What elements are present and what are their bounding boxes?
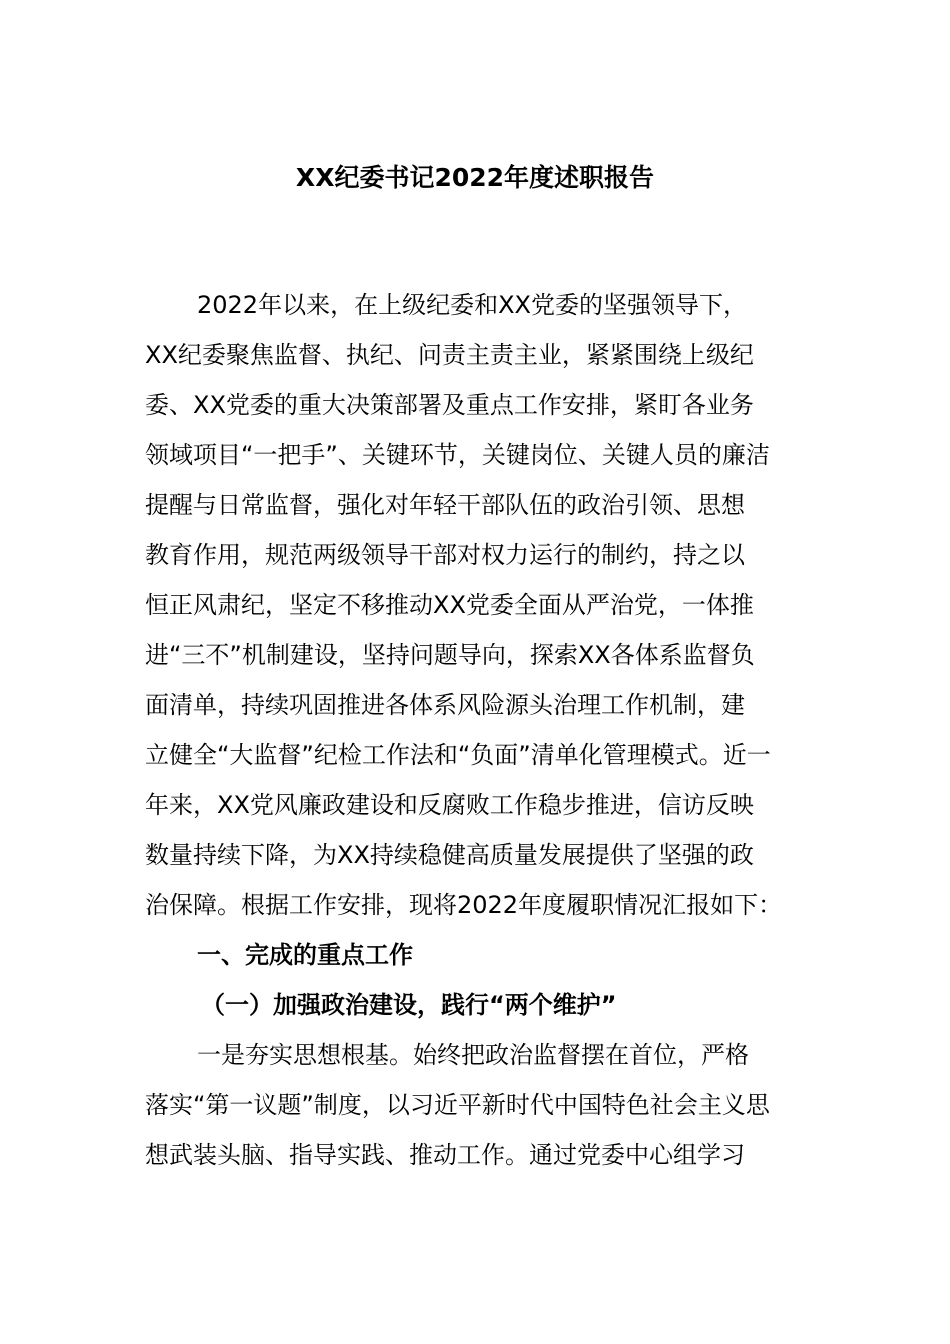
paragraph-line: 立健全“大监督”纪检工作法和“负面”清单化管理模式。近一 <box>145 741 771 769</box>
document-title: XX纪委书记2022年度述职报告 <box>295 163 655 192</box>
paragraph-line: 2022年以来，在上级纪委和XX党委的坚强领导下， <box>197 291 747 319</box>
document-body <box>145 280 835 1180</box>
paragraph-line: 教育作用，规范两级领导干部对权力运行的制约，持之以 <box>145 541 745 569</box>
paragraph-line: 数量持续下降，为XX持续稳健高质量发展提供了坚强的政 <box>145 841 754 869</box>
paragraph-line: 想武装头脑、指导实践、推动工作。通过党委中心组学习 <box>145 1141 745 1169</box>
paragraph-line: 面清单，持续巩固推进各体系风险源头治理工作机制，建 <box>145 691 745 719</box>
paragraph-line: 进“三不”机制建设，坚持问题导向，探索XX各体系监督负 <box>145 641 755 669</box>
paragraph-line: 领域项目“一把手”、关键环节，关键岗位、关键人员的廉洁 <box>145 441 770 469</box>
paragraph-line: 一是夯实思想根基。始终把政治监督摆在首位，严格 <box>197 1041 749 1069</box>
paragraph-line: 年来，XX党风廉政建设和反腐败工作稳步推进，信访反映 <box>145 791 754 819</box>
section-heading: 一、完成的重点工作 <box>197 941 413 969</box>
subsection-heading: （一）加强政治建设，践行“两个维护” <box>201 991 617 1019</box>
paragraph-line: 提醒与日常监督，强化对年轻干部队伍的政治引领、思想 <box>145 491 745 519</box>
paragraph-line: 落实“第一议题”制度，以习近平新时代中国特色社会主义思 <box>145 1091 770 1119</box>
paragraph-line: 恒正风肃纪，坚定不移推动XX党委全面从严治党，一体推 <box>145 591 754 619</box>
paragraph-line: 治保障。根据工作安排，现将2022年度履职情况汇报如下： <box>145 891 783 919</box>
paragraph-line: 委、XX党委的重大决策部署及重点工作安排，紧盯各业务 <box>145 391 754 419</box>
paragraph-line: XX纪委聚焦监督、执纪、问责主责主业，紧紧围绕上级纪 <box>145 341 754 369</box>
